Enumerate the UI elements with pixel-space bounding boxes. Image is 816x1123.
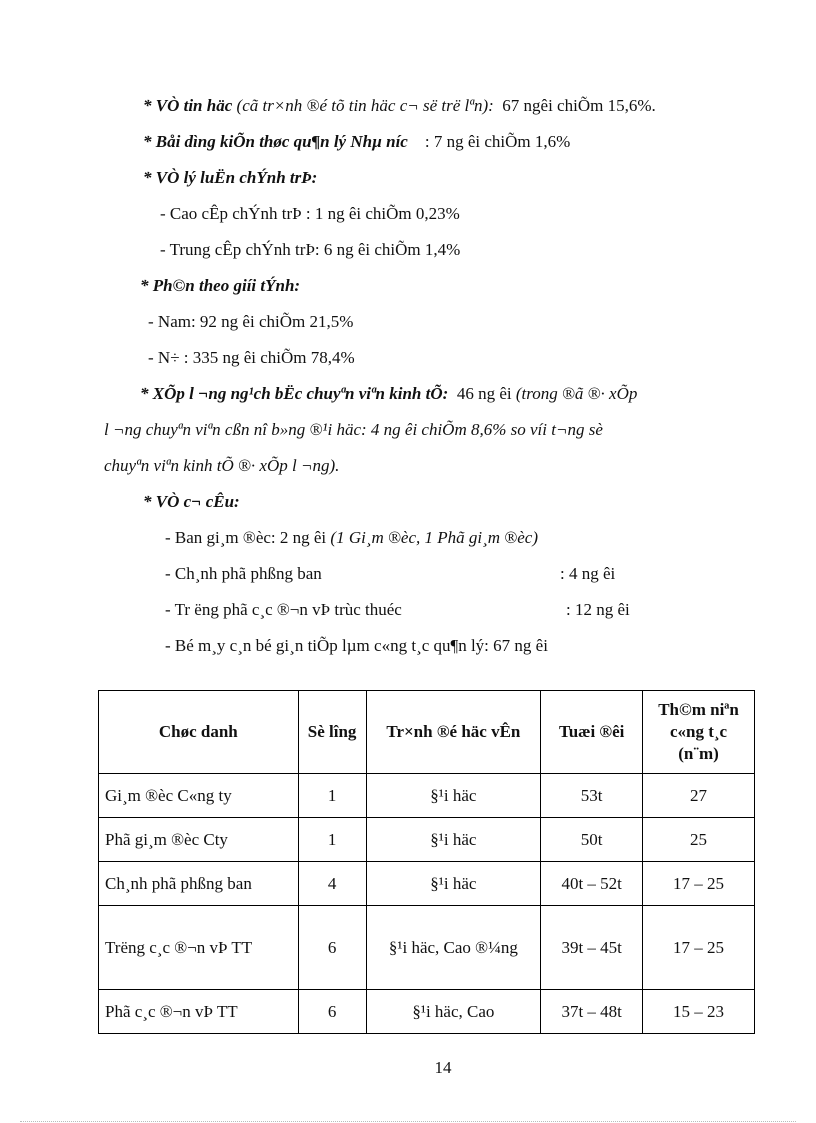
cell-title: Ch¸nh phã phßng ban <box>99 862 299 906</box>
it-skills-line <box>143 96 656 116</box>
structure-management: - Bé m¸y c¸n bé gi¸n tiÕp lµm c«ng t¸c qu¶n lý: 67 ng êi <box>165 636 548 655</box>
table-row <box>99 906 755 990</box>
header-education: Tr×nh ®é häc vÊn <box>366 691 541 774</box>
structure-departments-text: - Ch¸nh phã phßng ban <box>165 564 322 583</box>
cell-title: Phã c¸c ®¬n vÞ TT <box>99 990 299 1034</box>
political-theory-intermediate: - Trung cÊp chÝnh trÞ: 6 ng êi chiÕm 1,4% <box>160 240 461 259</box>
cell-count: 6 <box>298 990 366 1034</box>
cell-education: §¹i häc, Cao ®¼ng <box>366 906 541 990</box>
cell-seniority: 17 – 25 <box>643 906 755 990</box>
cell-seniority: 17 – 25 <box>643 862 755 906</box>
political-theory-heading: * VÒ lý luËn chÝnh trÞ: <box>143 168 318 187</box>
staff-table <box>98 690 755 1034</box>
cell-seniority: 27 <box>643 774 755 818</box>
state-mgmt-value: : 7 ng êi chiÕm 1,6% <box>424 132 571 151</box>
cell-education: §¹i häc, Cao <box>366 990 541 1034</box>
cell-title: Phã gi¸m ®èc Cty <box>99 818 299 862</box>
structure-board <box>165 528 538 548</box>
salary-grade-note-3: chuyªn viªn kinh tÕ ®· xÕp l ¬ng). <box>104 456 340 475</box>
cell-seniority: 25 <box>643 818 755 862</box>
it-skills-label: * VÒ tin häc <box>143 96 233 115</box>
it-skills-note: (cã tr×nh ®é tõ tin häc c¬ së trë lªn): <box>236 96 494 115</box>
footer-divider <box>20 1121 796 1122</box>
structure-units: - Tr ëng phã c¸c ®¬n vÞ trùc thuéc <box>165 600 402 619</box>
salary-grade-label: * XÕp l ¬ng ng¹ch bËc chuyªn viªn kinh tÕ: <box>140 384 449 403</box>
cell-age: 50t <box>541 818 643 862</box>
cell-title: Gi¸m ®èc C«ng ty <box>99 774 299 818</box>
table-row <box>99 818 755 862</box>
cell-count: 1 <box>298 774 366 818</box>
page-number: 14 <box>434 1058 452 1077</box>
cell-seniority: 15 – 23 <box>643 990 755 1034</box>
cell-age: 40t – 52t <box>541 862 643 906</box>
it-skills-value: 67 ngêi chiÕm 15,6%. <box>502 96 656 115</box>
table-row <box>99 990 755 1034</box>
gender-female: - N÷ : 335 ng êi chiÕm 78,4% <box>148 348 355 367</box>
structure-units-value: : 12 ng êi <box>566 600 630 619</box>
header-count: Sè lîng <box>298 691 366 774</box>
cell-age: 37t – 48t <box>541 990 643 1034</box>
cell-count: 6 <box>298 906 366 990</box>
salary-grade-note-1: (trong ®ã ®· xÕp <box>515 384 638 403</box>
salary-grade-note-2: l ¬ng chuyªn viªn cßn nî b»ng ®¹i häc: 4 ng êi chiÕm 8,6% so víi t¬ng sè <box>104 420 603 439</box>
cell-education: §¹i häc <box>366 862 541 906</box>
cell-title: Trëng c¸c ®¬n vÞ TT <box>99 906 299 990</box>
salary-grade-value: 46 ng êi <box>456 384 512 403</box>
structure-heading: * VÒ c¬ cÊu: <box>143 492 240 511</box>
cell-count: 1 <box>298 818 366 862</box>
header-age: Tuæi ®êi <box>541 691 643 774</box>
structure-board-text: - Ban gi¸m ®èc: 2 ng êi <box>165 528 327 547</box>
structure-departments <box>165 564 322 584</box>
political-theory-advanced: - Cao cÊp chÝnh trÞ : 1 ng êi chiÕm 0,23% <box>160 204 460 223</box>
table-row <box>99 774 755 818</box>
cell-education: §¹i häc <box>366 774 541 818</box>
salary-grade-line <box>140 384 637 404</box>
table-header-row <box>99 691 755 774</box>
state-mgmt-line <box>143 132 570 152</box>
table-row <box>99 862 755 906</box>
cell-education: §¹i häc <box>366 818 541 862</box>
structure-departments-value: : 4 ng êi <box>560 564 616 583</box>
gender-heading: * Ph©n theo giíi tÝnh: <box>140 276 301 295</box>
header-seniority: Th©m niªn c«ng t¸c (n¨m) <box>643 691 755 774</box>
cell-age: 53t <box>541 774 643 818</box>
gender-male: - Nam: 92 ng êi chiÕm 21,5% <box>148 312 354 331</box>
structure-board-note: (1 Gi¸m ®èc, 1 Phã gi¸m ®èc) <box>330 528 538 547</box>
state-mgmt-label: * Båi dìng kiÕn thøc qu¶n lý Nhµ níc <box>143 132 408 151</box>
cell-count: 4 <box>298 862 366 906</box>
header-title: Chøc danh <box>99 691 299 774</box>
cell-age: 39t – 45t <box>541 906 643 990</box>
